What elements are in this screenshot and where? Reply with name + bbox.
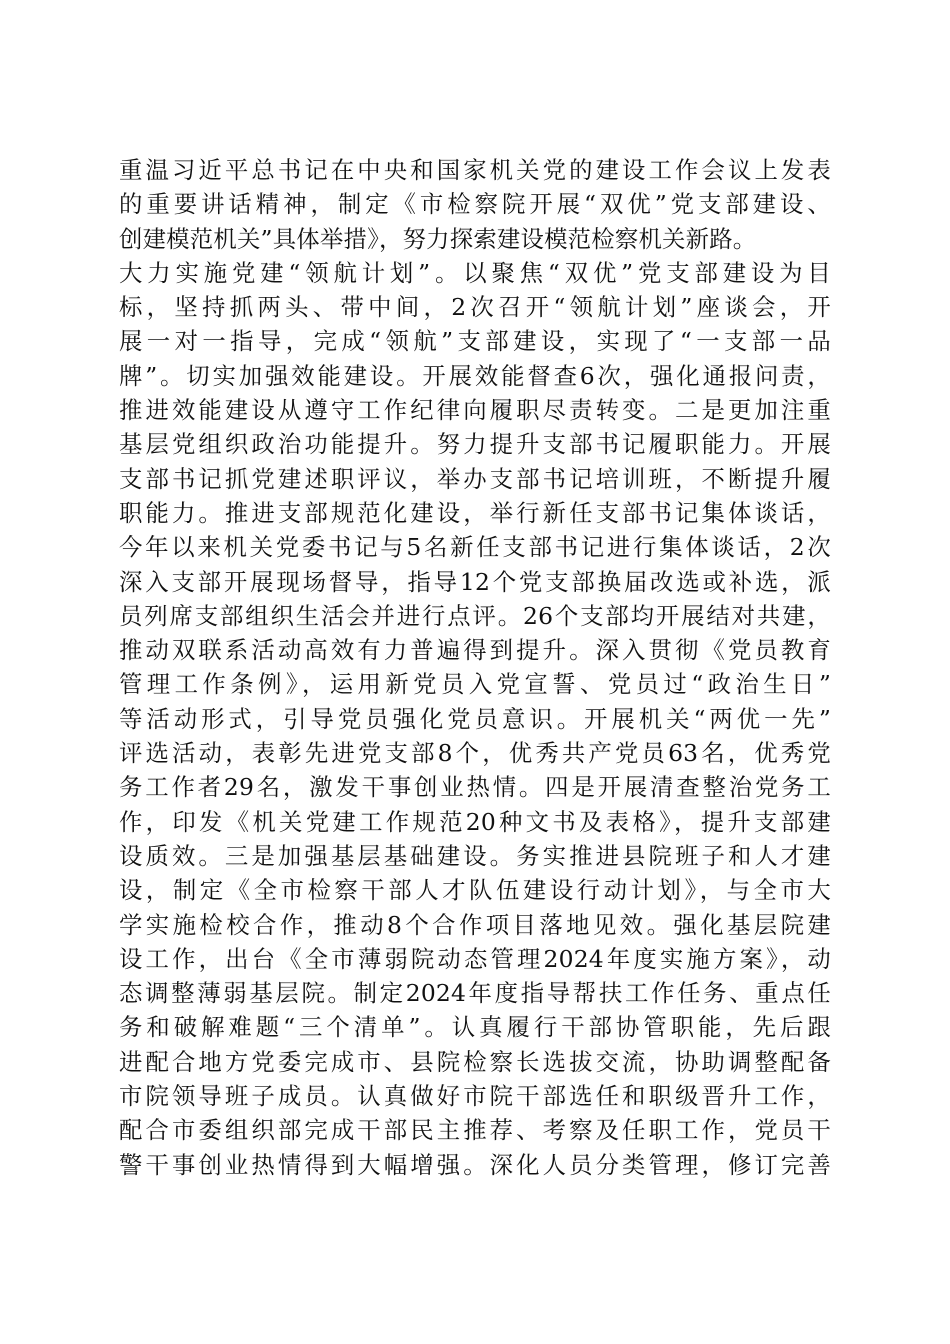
text-line: 基层党组织政治功能提升。努力提升支部书记履职能力。开展 (119, 430, 831, 459)
text-line: 配合市委组织部完成干部民主推荐、考察及任职工作，党员干 (119, 1116, 831, 1145)
text-line: 员列席支部组织生活会并进行点评。26个支部均开展结对共建， (119, 601, 831, 630)
text-line: 职能力。推进支部规范化建设，举行新任支部书记集体谈话， (119, 498, 831, 527)
text-line: 设工作，出台《全市薄弱院动态管理2024年度实施方案》，动 (119, 944, 831, 973)
text-line: 学实施检校合作，推动8个合作项目落地见效。强化基层院建 (119, 910, 831, 939)
text-line: 深入支部开展现场督导，指导12个党支部换届改选或补选，派 (119, 567, 831, 596)
text-line: 作，印发《机关党建工作规范20种文书及表格》，提升支部建 (119, 807, 831, 836)
text-line: 设，制定《全市检察干部人才队伍建设行动计划》，与全市大 (119, 876, 831, 905)
text-line: 推进效能建设从遵守工作纪律向履职尽责转变。二是更加注重 (119, 396, 831, 425)
text-line: 今年以来机关党委书记与5名新任支部书记进行集体谈话，2次 (119, 533, 831, 562)
text-line: 务和破解难题“三个清单”。认真履行干部协管职能，先后跟 (119, 1013, 831, 1042)
text-line: 等活动形式，引导党员强化党员意识。开展机关“两优一先” (119, 704, 831, 733)
text-line: 支部书记抓党建述职评议，举办支部书记培训班，不断提升履 (119, 464, 831, 493)
text-line: 推动双联系活动高效有力普遍得到提升。深入贯彻《党员教育 (119, 636, 831, 665)
body-text (119, 153, 831, 1182)
text-line: 市院领导班子成员。认真做好市院干部选任和职级晋升工作， (119, 1082, 831, 1111)
text-line: 务工作者29名，激发干事创业热情。四是开展清查整治党务工 (119, 773, 831, 802)
text-line: 态调整薄弱基层院。制定2024年度指导帮扶工作任务、重点任 (119, 979, 831, 1008)
text-line: 标，坚持抓两头、带中间，2次召开“领航计划”座谈会，开 (119, 293, 831, 322)
text-line: 的重要讲话精神，制定《市检察院开展“双优”党支部建设、 (119, 190, 831, 219)
text-line: 设质效。三是加强基层基础建设。务实推进县院班子和人才建 (119, 841, 831, 870)
text-line: 警干事创业热情得到大幅增强。深化人员分类管理，修订完善 (119, 1150, 831, 1179)
text-line: 创建模范机关”具体举措》，努力探索建设模范检察机关新路。 (119, 224, 757, 253)
text-line: 大力实施党建“领航计划”。以聚焦“双优”党支部建设为目 (119, 258, 831, 287)
text-line: 牌”。切实加强效能建设。开展效能督查6次，强化通报问责， (119, 361, 831, 390)
text-line: 展一对一指导，完成“领航”支部建设，实现了“一支部一品 (119, 327, 831, 356)
text-line: 评选活动，表彰先进党支部8个，优秀共产党员63名，优秀党 (119, 739, 831, 768)
text-line: 管理工作条例》，运用新党员入党宣誓、党员过“政治生日” (119, 670, 831, 699)
text-line: 重温习近平总书记在中央和国家机关党的建设工作会议上发表 (119, 156, 831, 184)
text-line: 进配合地方党委完成市、县院检察长选拔交流，协助调整配备 (119, 1047, 831, 1076)
